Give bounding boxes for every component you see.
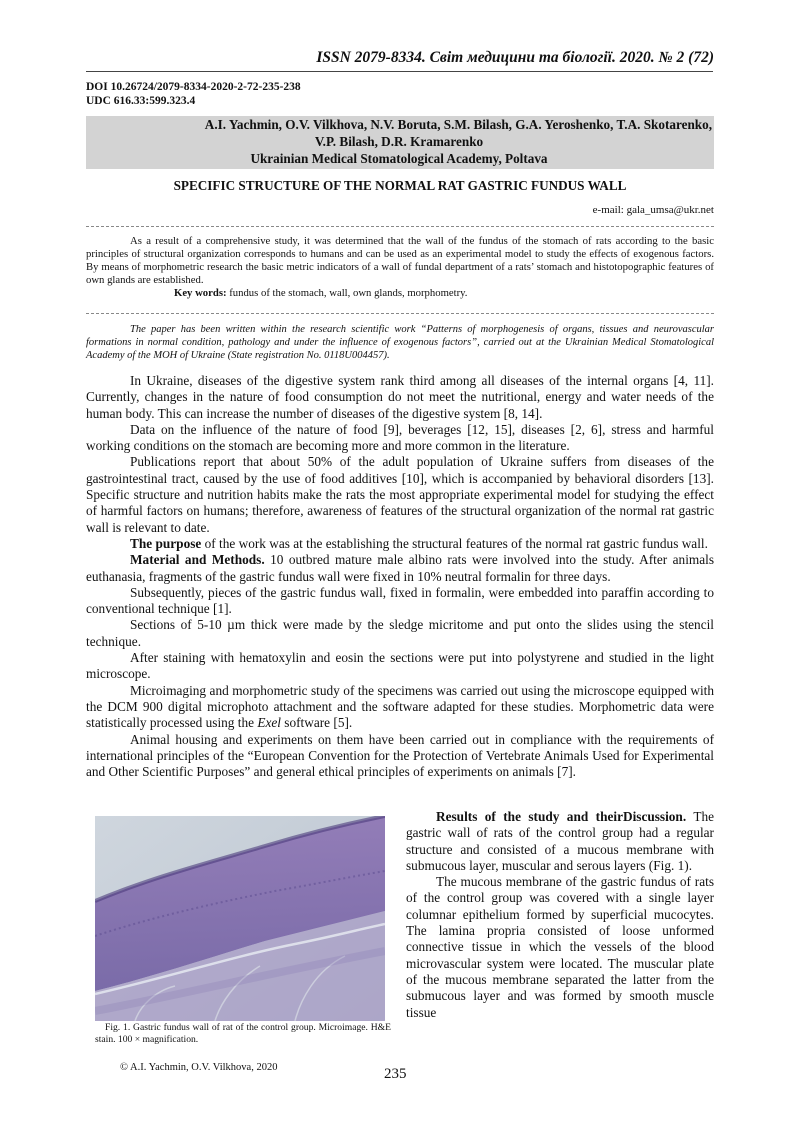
software-name: Exel [257,715,281,731]
text-segment: Microimaging and morphometric study of the specimens was carried out using the microscope equipped with the DCM 900 digital microphoto attachment and the software adapted for these studies. Morphometric data were statistically processed using the [86,682,714,731]
abstract-top-rule [86,226,714,227]
abstract-text: As a result of a comprehensive study, it was determined that the wall of the fundus of the stomach of rats according to the basic principles of structural organization corresponds to humans and can be used as an experimental model to study the effects of exogenous factors. By means of morphometric research the basic metric indicators of a wall of fundal department of a rats’ stomach and histotopographic features of own glands are established. [86,235,714,286]
header-rule [86,71,713,72]
main-text [86,373,714,780]
paragraph: After staining with hematoxylin and eosin the sections were put into polystyrene and studied in the light microscope. [86,650,714,682]
doi: DOI 10.26724/2079-8334-2020-2-72-235-238 [86,81,301,93]
paragraph [406,809,714,874]
micrograph-image [95,816,385,1021]
keywords-label: Key words: [174,287,227,299]
page-number: 235 [384,1066,407,1082]
keywords-text: fundus of the stomach, wall, own glands, morphometry. [229,287,468,299]
purpose-label: The purpose [130,535,202,551]
methods-text: 10 outbred mature male albino rats were involved into the study. After animals euthanasia, fragments of the gastric fundus wall were fixed in 10% neutral formalin for three days. [86,552,715,584]
institution: Ukrainian Medical Stomatological Academy, Poltava [250,151,548,166]
paper-title: SPECIFIC STRUCTURE OF THE NORMAL RAT GASTRIC FUNDUS WALL [173,178,627,193]
text-segment: software [5]. [280,715,353,731]
paragraph [86,683,714,732]
paragraph: Subsequently, pieces of the gastric fundus wall, fixed in formalin, were embedded into paraffin according to conventional technique [1]. [86,584,714,617]
micrograph-figure [95,816,385,1021]
paragraph [86,536,714,552]
abstract [86,235,714,300]
keywords [86,287,714,300]
paragraph: Data on the influence of the nature of food [9], beverages [12, 15], diseases [2, 6], stress and harmful working conditions on the stomach are becoming more and more common in the literature. [86,421,714,454]
authors-line-1: A.I. Yachmin, O.V. Vilkhova, N.V. Boruta, S.M. Bilash, G.A. Yeroshenko, T.A. Skotarenko, [204,117,712,132]
results-column [406,809,714,1021]
paragraph: The mucous membrane of the gastric fundus of rats of the control group was covered with a single layer columnar epithelium formed by superficial mucocytes. The lamina propria consisted of loose unformed connective tissue in which the vessels of the blood microvascular system were located. The muscular plate of the mucous membrane separated the latter from the submucous layer and was formed by smooth muscle tissue [406,874,714,1020]
authors-line-2: V.P. Bilash, D.R. Kramarenko [314,134,484,149]
udc: UDC 616.33:599.323.4 [86,95,196,107]
paragraph: In Ukraine, diseases of the digestive system rank third among all diseases of the internal organs [4, 11]. Currently, changes in the nature of food consumption do not meet the nutritional, energy and water needs of the human body. This can increase the number of diseases of the digestive system [8, 14]. [86,373,714,421]
copyright: © A.I. Yachmin, O.V. Vilkhova, 2020 [120,1062,278,1073]
purpose-text: of the work was at the establishing the structural features of the normal rat gastric fundus wall. [201,535,708,551]
funding-note: The paper has been written within the research scientific work “Patterns of morphogenesis of organs, tissues and neurovascular formations in normal condition, pathology and under the influence of exogenous factors”, carried out at the Ukrainian Medical Stomatological Academy of the MOH of Ukraine (State registration No. 0118U004457). [86,324,714,362]
paragraph: Publications report that about 50% of the adult population of Ukraine suffers from diseases of the gastrointestinal tract, caused by the use of food additives [10], which is accompanied by behavioral disorders [13]. Specific structure and nutrition habits make the rats the most appropriate experimental model for studying the effect of harmful factors on humans; therefore, awareness of features of the structural organization of the normal rat gastric wall is relevant to date. [86,454,714,535]
abstract-bottom-rule [86,313,714,314]
paragraph: Animal housing and experiments on them have been carried out in compliance with the requirements of international principles of the “European Convention for the Protection of Vertebrate Animals Used for Experimental and Other Scientific Purposes” and general ethical principles of experiments on animals [7]. [86,731,714,780]
identifiers [86,80,301,108]
figure-caption: Fig. 1. Gastric fundus wall of rat of the control group. Microimage. H&E stain. 100 × magnification. [95,1022,391,1045]
results-heading: Results of the study and theirDiscussion. [436,809,687,824]
results-text: The gastric wall of rats of the control group had a regular structure and consisted of a mucous membrane with submucous layer, muscular and serous layers (Fig. 1). [406,809,714,873]
authors-block [86,116,714,169]
paragraph: Sections of 5-10 µm thick were made by the sledge micritome and put onto the slides using the stencil technique. [86,617,714,649]
paragraph [86,552,714,585]
contact-email: e-mail: gala_umsa@ukr.net [592,204,714,216]
methods-label: Material and Methods. [130,552,265,568]
journal-header: ISSN 2079-8334. Світ медицини та біології. 2020. № 2 (72) [316,49,714,66]
